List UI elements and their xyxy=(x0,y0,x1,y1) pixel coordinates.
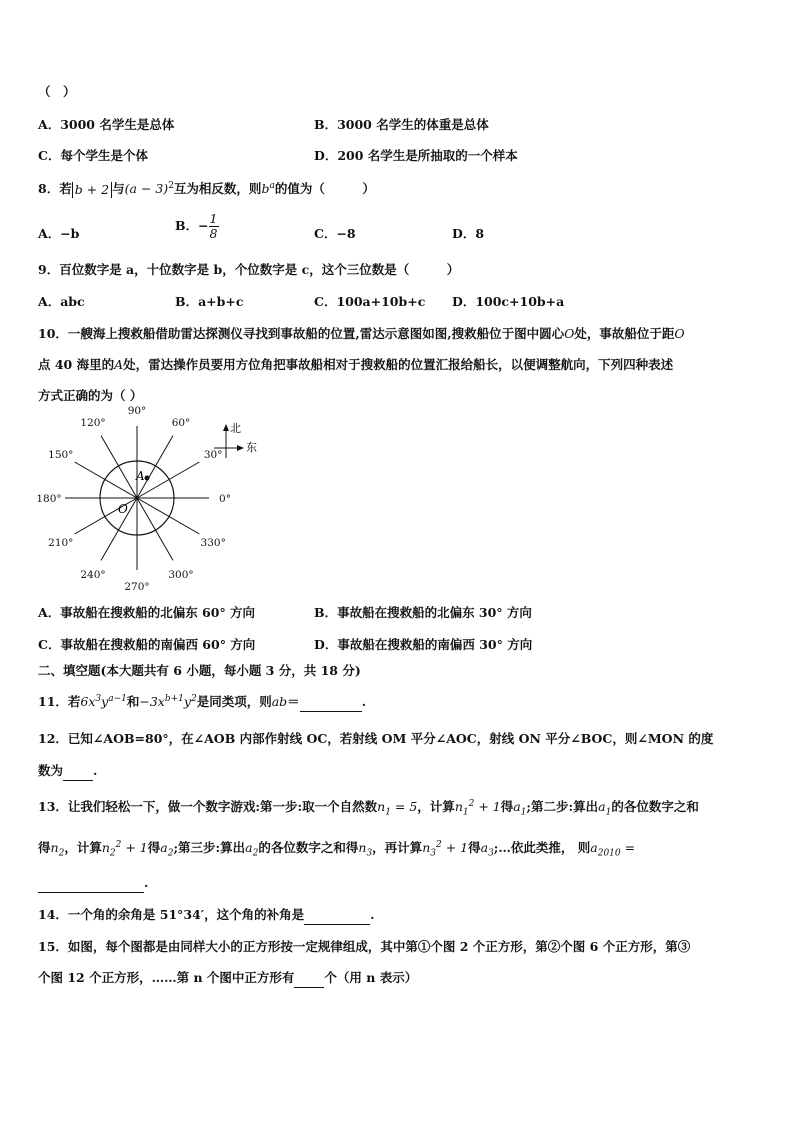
q8-stem: 8．若 b + 2 与$(a - 3)^2$互为相反数，则$b^a$的值为（ ） xyxy=(38,180,375,197)
q9-option-c: C．100a+10b+c xyxy=(314,294,426,309)
point-o-label: O xyxy=(118,502,128,516)
q14-stem: 14．一个角的余角是 51°34′，这个角的补角是 . xyxy=(38,905,374,925)
radar-ray-120 xyxy=(101,436,137,498)
q7-option-a: A．3000 名学生是总体 xyxy=(38,117,175,132)
q9-option-a: A．abc xyxy=(38,294,85,309)
q15-answer-blank[interactable] xyxy=(294,972,324,988)
q10-option-c: C．事故船在搜救船的南偏西 60° 方向 xyxy=(38,637,256,652)
q7-paren: （ ） xyxy=(38,84,76,99)
radar-angle-label-240: 240° xyxy=(80,569,106,582)
radar-angle-label-210: 210° xyxy=(48,537,74,549)
q10-line-2: 点 40 海里的A处，雷达操作员要用方位角把事故船相对于搜救船的位置汇报给船长，以便调整航向，下列四种表述 xyxy=(38,357,674,372)
radar-angle-label-0: 0° xyxy=(219,493,231,505)
east-arrow-icon xyxy=(237,445,244,451)
radar-ray-300 xyxy=(137,498,173,560)
radar-angle-label-300: 300° xyxy=(168,569,194,582)
q13-line-2: 得$n_2$，计算$n_2^2 + 1$得$a_2$;第三步:算出$a_2$的各位数字之和得$n_3$，再计算$n_3^2 + 1$得$a_3;\dots$依此类推， 则$a_{2010}$ = xyxy=(38,839,636,859)
east-label: 东 xyxy=(246,441,257,454)
q8-option-b: B．− $\frac{1}{8}$ xyxy=(175,211,218,241)
q7-option-c: C．每个学生是个体 xyxy=(38,148,148,163)
q12-line-1: 12．已知∠AOB=80°，在∠AOB 内部作射线 OC，若射线 OM 平分∠AOC，射线 ON 平分∠BOC，则∠MON 的度 xyxy=(38,731,714,746)
q13-line-1: 13．让我们轻松一下，做一个数字游戏:第一步:取一个自然数$n_1 = 5$，计算$n_1^2 + 1$得$a_1$;第二步:算出$a_1$的各位数字之和 xyxy=(38,798,699,818)
q8-option-a: A．−b xyxy=(38,226,80,241)
q8-square-expression: (a − 3) xyxy=(124,181,169,196)
q14-answer-blank[interactable] xyxy=(304,909,370,925)
q8-option-d: D．8 xyxy=(452,226,485,241)
section-2-title: 二、填空题(本大题共有 6 小题，每小题 3 分，共 18 分) xyxy=(38,663,361,678)
q9-stem: 9．百位数字是 a，十位数字是 b，个位数字是 c，这个三位数是（ ） xyxy=(38,262,460,277)
q8-fraction: $\frac{1}{8}$ xyxy=(209,211,218,241)
radar-ray-60 xyxy=(137,436,173,498)
radar-ray-330 xyxy=(137,498,199,534)
radar-angle-label-180: 180° xyxy=(36,493,62,505)
q15-line-1: 15．如图，每个图都是由同样大小的正方形按一定规律组成，其中第①个图 2 个正方形，第②个图 6 个正方形，第③ xyxy=(38,939,691,954)
radar-angle-label-90: 90° xyxy=(127,405,147,417)
q10-option-d: D．事故船在搜救船的南偏西 30° 方向 xyxy=(314,637,533,652)
radar-angle-label-270: 270° xyxy=(124,581,150,593)
radar-angle-label-150: 150° xyxy=(48,449,74,461)
q8-option-c: C．−8 xyxy=(314,226,356,241)
q7-option-b: B．3000 名学生的体重是总体 xyxy=(314,117,489,132)
radar-angle-label-60: 60° xyxy=(171,416,191,429)
q10-line-1: 10．一艘海上搜救船借助雷达探测仪寻找到事故船的位置,雷达示意图如图,搜救船位于图中圆心O处，事故船位于距O xyxy=(38,326,685,341)
q9-option-b: B．a+b+c xyxy=(175,294,244,309)
compass-indicator xyxy=(203,418,266,462)
q12-answer-blank[interactable] xyxy=(63,765,93,781)
q12-line-2: 数为 . xyxy=(38,761,97,781)
radar-angle-label-30: 30° xyxy=(203,449,223,461)
q11-stem: 11．若$6x^3y^{a-1}$和$-3x^{b+1}y^2$是同类项，则ab＝ . xyxy=(38,692,366,712)
point-a-dot xyxy=(145,476,150,481)
north-arrow-icon xyxy=(223,424,229,431)
radar-angle-label-330: 330° xyxy=(200,537,226,549)
q8-abs-expression: b + 2 xyxy=(72,182,112,198)
q15-line-2: 个图 12 个正方形，……第 n 个图中正方形有 个（用 n 表示） xyxy=(38,968,417,988)
point-a-label: A xyxy=(136,469,145,483)
q7-option-d: D．200 名学生是所抽取的一个样本 xyxy=(314,148,518,163)
q13-line-3: . xyxy=(38,875,148,893)
radar-angle-label-120: 120° xyxy=(80,416,106,429)
north-label: 北 xyxy=(230,422,241,435)
q9-option-d: D．100c+10b+a xyxy=(452,294,565,309)
q13-answer-blank[interactable] xyxy=(38,877,144,893)
q11-answer-blank[interactable] xyxy=(300,696,362,712)
q10-option-b: B．事故船在搜救船的北偏东 30° 方向 xyxy=(314,605,532,620)
q10-option-a: A．事故船在搜救船的北偏东 60° 方向 xyxy=(38,605,256,620)
radar-ray-150 xyxy=(75,462,137,498)
q10-line-3: 方式正确的为（ ） xyxy=(38,388,143,403)
